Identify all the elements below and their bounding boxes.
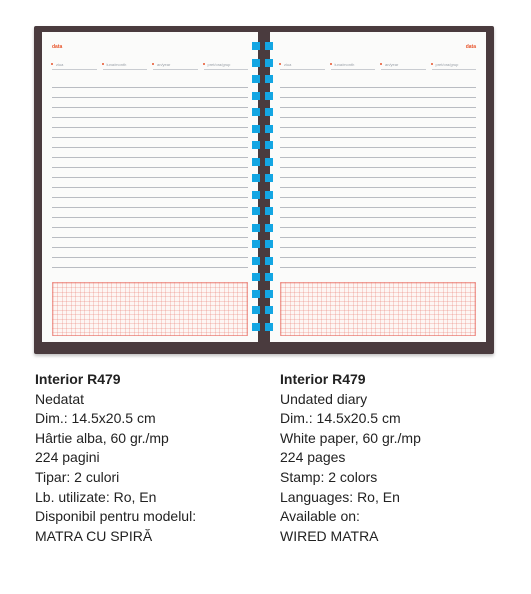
- spiral-coil: [265, 125, 273, 133]
- spiral-coil: [252, 158, 260, 166]
- spiral-coil: [265, 59, 273, 67]
- spiral-coil: [252, 174, 260, 182]
- spiral-coil: [252, 240, 260, 248]
- field-month: luna/month: [331, 62, 376, 70]
- spec-line: Disponibil pentru modelul:: [35, 508, 197, 525]
- spec-line: 224 pages: [280, 449, 346, 466]
- romanian-description: [35, 370, 275, 546]
- spiral-coil: [265, 108, 273, 116]
- spec-line: Available on:: [280, 508, 360, 525]
- spiral-coil: [252, 290, 260, 298]
- spiral-coil: [252, 108, 260, 116]
- spiral-coil: [252, 224, 260, 232]
- spec-line: Lb. utilizate: Ro, En: [35, 488, 157, 505]
- spiral-coil: [252, 257, 260, 265]
- field-time: pret/ora/grup: [204, 62, 249, 70]
- spiral-coil: [265, 207, 273, 215]
- field-month: luna/month: [103, 62, 148, 70]
- spiral-coil: [252, 141, 260, 149]
- spiral-coil: [265, 240, 273, 248]
- spec-line: Languages: Ro, En: [280, 488, 400, 505]
- spiral-coil: [265, 75, 273, 83]
- right-ruled-lines: [280, 78, 476, 274]
- right-page-header: data: [465, 44, 476, 50]
- spec-line: Tipar: 2 culori: [35, 468, 120, 485]
- field-time: pret/ora/grup: [432, 62, 477, 70]
- spec-line: MATRA CU SPIRĂ: [35, 527, 153, 544]
- spec-line: Hârtie alba, 60 gr./mp: [35, 429, 169, 446]
- spiral-coil: [252, 92, 260, 100]
- left-page: [42, 32, 258, 342]
- spiral-coil: [265, 42, 273, 50]
- spiral-coil: [265, 141, 273, 149]
- spiral-coil: [252, 323, 260, 331]
- spiral-coil: [265, 290, 273, 298]
- spiral-coil: [265, 224, 273, 232]
- right-page-fields: [280, 62, 476, 72]
- field-year: an/year: [153, 62, 198, 70]
- spiral-coil: [265, 257, 273, 265]
- spiral-coil: [265, 92, 273, 100]
- left-page-fields: [52, 62, 248, 72]
- right-page: [270, 32, 486, 342]
- spec-line: Stamp: 2 colors: [280, 468, 378, 485]
- spiral-coil: [265, 273, 273, 281]
- spiral-coil: [252, 125, 260, 133]
- spiral-coil: [252, 42, 260, 50]
- spiral-coil: [252, 75, 260, 83]
- spiral-binding: [246, 42, 276, 342]
- spiral-coil: [252, 59, 260, 67]
- spiral-coil: [265, 158, 273, 166]
- spec-line: White paper, 60 gr./mp: [280, 429, 421, 446]
- spec-line: Nedatat: [35, 390, 85, 407]
- field-day: ziua: [52, 62, 97, 70]
- diary-illustration: [34, 26, 494, 354]
- field-year: an/year: [381, 62, 426, 70]
- left-grid-area: [52, 282, 248, 336]
- spec-line: WIRED MATRA: [280, 527, 379, 544]
- left-page-header: data: [52, 44, 63, 50]
- spiral-coil: [265, 323, 273, 331]
- spiral-coil: [252, 191, 260, 199]
- spiral-coil: [252, 207, 260, 215]
- spec-line: Dim.: 14.5x20.5 cm: [35, 410, 156, 427]
- english-description: [280, 370, 520, 546]
- spiral-coil: [252, 306, 260, 314]
- product-title-en: Interior R479: [280, 371, 366, 387]
- spiral-coil: [265, 174, 273, 182]
- spiral-coil: [265, 191, 273, 199]
- spec-line: 224 pagini: [35, 449, 100, 466]
- right-grid-area: [280, 282, 476, 336]
- spiral-coil: [265, 306, 273, 314]
- left-ruled-lines: [52, 78, 248, 274]
- product-title-ro: Interior R479: [35, 371, 121, 387]
- spec-line: Undated diary: [280, 390, 368, 407]
- field-day: ziua: [280, 62, 325, 70]
- spiral-coil: [252, 273, 260, 281]
- spec-line: Dim.: 14.5x20.5 cm: [280, 410, 401, 427]
